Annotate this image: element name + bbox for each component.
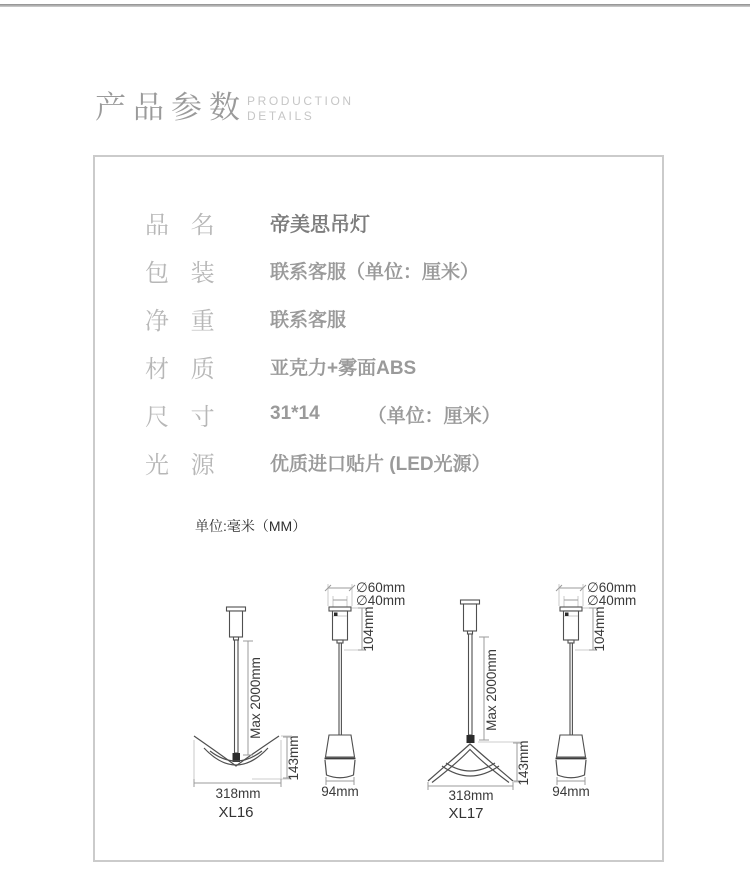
unit-note: 单位:毫米（MM） — [195, 518, 307, 534]
spec-value: 联系客服（单位：厘米） — [270, 261, 480, 283]
lamp-diagram-cylinder-1 — [321, 580, 405, 799]
spec-value: 帝美思吊灯 — [270, 213, 370, 236]
lamp-diagram-xl17 — [428, 600, 531, 822]
dim-label-inner-diameter: ∅40mm — [356, 593, 406, 608]
dim-label-shade-width: 318mm — [215, 786, 261, 801]
dim-label-canopy-height: 104mm — [592, 606, 607, 652]
spec-label: 尺 寸 — [145, 403, 215, 431]
dimension-diagrams — [180, 560, 660, 830]
spec-label: 品 名 — [145, 211, 215, 239]
dim-label-shade-height: 143mm — [516, 740, 531, 786]
spec-label: 净 重 — [145, 307, 215, 335]
spec-row-packing — [145, 246, 625, 294]
spec-row-lightsource — [145, 438, 625, 486]
spec-label: 材 质 — [145, 355, 215, 383]
spec-row-material — [145, 342, 625, 390]
model-label: XL17 — [448, 805, 484, 822]
dim-label-shade-height: 143mm — [286, 735, 301, 781]
dim-label-shade-width: 94mm — [552, 784, 590, 799]
dim-label-shade-width: 318mm — [448, 788, 494, 803]
dim-label-top-diameter: ∅60mm — [356, 580, 406, 595]
spec-label: 光 源 — [145, 451, 215, 479]
model-label: XL16 — [218, 804, 254, 821]
spec-value: 亚克力+雾面ABS — [270, 357, 417, 379]
spec-value: 优质进口贴片 (LED光源） — [270, 453, 491, 475]
page-subtitle-line1: PRODUCTION — [247, 94, 354, 108]
lamp-diagram-cylinder-2 — [552, 580, 636, 799]
top-divider — [0, 4, 750, 7]
lamp-diagram-xl16 — [194, 607, 301, 821]
page-subtitle — [247, 94, 354, 124]
dim-label-rod: Max 2000mm — [484, 649, 499, 731]
page-title: 产品参数 — [95, 90, 247, 125]
dim-label-canopy-height: 104mm — [361, 606, 376, 652]
spec-value: 联系客服 — [270, 309, 347, 331]
spec-table — [145, 198, 625, 486]
dim-label-inner-diameter: ∅40mm — [587, 593, 637, 608]
spec-row-name — [145, 198, 625, 246]
dim-label-rod: Max 2000mm — [248, 657, 263, 739]
dim-label-shade-width: 94mm — [321, 784, 359, 799]
spec-value-note: （单位：厘米） — [367, 405, 501, 427]
spec-value: 31*14 — [270, 403, 320, 424]
spec-row-weight — [145, 294, 625, 342]
spec-row-size — [145, 390, 625, 438]
page-subtitle-line2: DETAILS — [247, 109, 315, 123]
spec-label: 包 装 — [145, 259, 215, 287]
dim-label-top-diameter: ∅60mm — [587, 580, 637, 595]
